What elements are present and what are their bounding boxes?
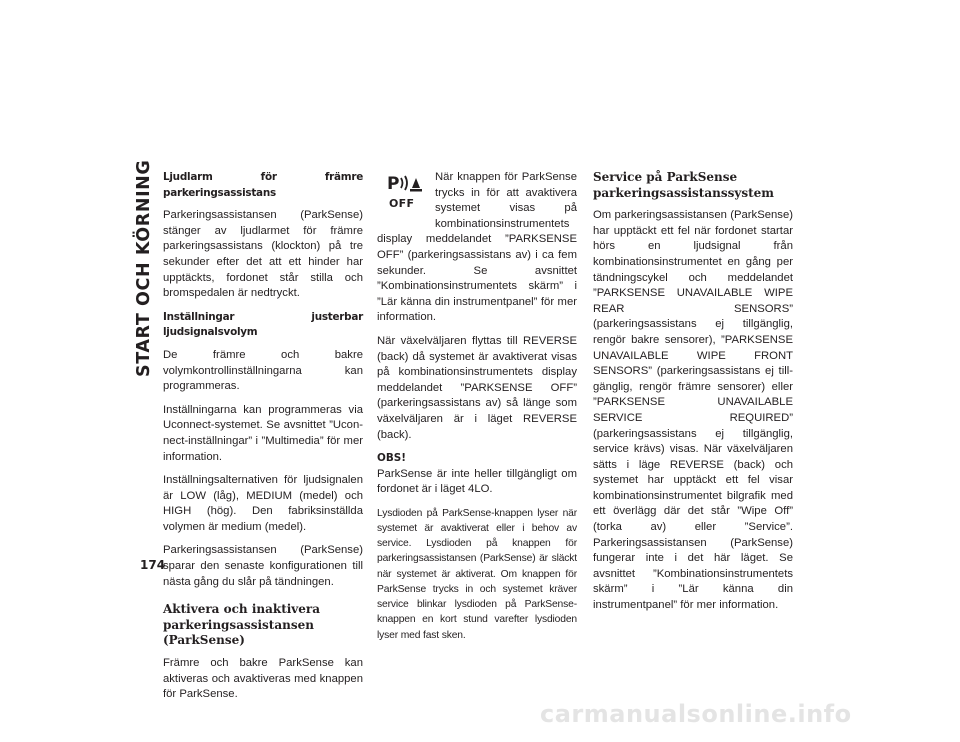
section-heading-service: Service på ParkSense parkeringsassistanssystem <box>593 170 774 200</box>
subheading-front-alarm: Ljudlarm för främre parkeringsassistans <box>163 171 363 199</box>
subheading-volume-settings: Inställningar justerbar ljudsignalsvolym <box>163 310 363 339</box>
paragraph: De främre och bakre volymkontrollinställningarna kan programmeras. <box>163 348 363 393</box>
column-1 <box>163 170 363 711</box>
paragraph: Om parkeringsassistansen (ParkSense) har upptäckt ett fel när fordonet startar hörs en ljudsignal från kombinationsinstrumentet en gång per tändningscykel och meddelandet ”PARKSENSE UNAVAILABLE WIPE REAR SENSORS” (parkeringsassistans ej tillgänglig, rengör bakre sensorer), ”PARKSENSE UNAVAILABLE WIPE FRONT SENSORS” (parkeringsassistans ej tillgänglig, rengör främre sensorer) eller ”PARKSENSE UNAVAILABLE SERVICE REQUIRED” (parkeringsassistans ej tillgänglig, service krävs) visas. När växelväljaren sätts i läge REVERSE (back) och systemet har upptäckt ett fel visar kombinationsinstrumentet bilgrafik med ett överlägg där det står ”Wipe Off” (torka av) eller ”Service”. Parkeringsassistansen (ParkSense) fungerar inte i det här läget. Se avsnittet ”Kombinationsinstrumentets skärm” i ”Lär känna din instrumentpanel” för mer information. <box>593 209 793 612</box>
chapter-title: START OCH KÖRNING <box>134 160 154 378</box>
column-2 <box>377 170 577 651</box>
paragraph: Inställningsalternativen för ljudsignalen är LOW (låg), MEDIUM (medel) och HIGH (hög). Den fabriksinställda volymen är medium (medel). <box>163 474 363 533</box>
section-heading-activate: Aktivera och inaktivera parkeringsassistansen (ParkSense) <box>163 602 321 648</box>
parksense-off-icon <box>377 170 429 222</box>
page-number: 174 <box>140 558 166 572</box>
icon-off-label: OFF <box>389 197 415 210</box>
led-note: Lysdioden på ParkSense-knappen lyser när systemet är avaktiverat eller i behov av service. Lysdioden på knappen för parkeringsassistansen (ParkSense) är släckt när systemet är aktiverat. Om knappen för ParkSense trycks in och systemet kräver service blinkar lysdioden på ParkSense-knappen en kort stund varefter lysdioden lyser med fast sken. <box>377 507 577 641</box>
paragraph: Parkeringsassistansen (ParkSense) stänger av ljudlarmet för främre parkeringsassistans (klockton) på tre sekunder efter det att ett hinder har upptäckts, fordonet står stilla och bromspedalen är nedtryckt. <box>163 209 363 300</box>
watermark: carmanualsonline.info <box>540 700 852 728</box>
svg-text:P: P <box>387 174 400 194</box>
parksense-symbol-icon <box>387 172 423 194</box>
paragraph: När växelväljaren flyttas till REVERSE (back) då systemet är avaktiverat visas på kombinationsinstrumentets display meddelandet ”PARKSENSE OFF” (parkeringsassistans av) så länge som växelväljaren är i läget REVERSE (back). <box>377 334 577 441</box>
column-3 <box>593 170 793 622</box>
paragraph: Främre och bakre ParkSense kan aktiveras och avaktiveras med knappen för ParkSense. <box>163 657 363 701</box>
note-text: ParkSense är inte heller tillgängligt om fordonet är i läget 4LO. <box>377 467 577 496</box>
paragraph: Inställningarna kan programmeras via Uconnect-systemet. Se avsnittet ”Uconnect-inställningar” i ”Multimedia” för mer information. <box>163 403 363 463</box>
paragraph: När knappen för ParkSense trycks in för att avaktivera systemet visas på kombinationsinstrumentets display meddelandet ”PARKSENSE OFF” (parkeringsassistans av) i ca fem sekunder. Se avsnittet ”Kombinationsinstrumentets skärm” i ”Lär känna din instrumentpanel” för mer information. <box>377 171 577 324</box>
paragraph: Parkeringsassistansen (ParkSense) sparar den senaste konfigurationen till nästa gång du slår på tändningen. <box>163 544 363 588</box>
note-title: OBS! <box>377 452 406 465</box>
